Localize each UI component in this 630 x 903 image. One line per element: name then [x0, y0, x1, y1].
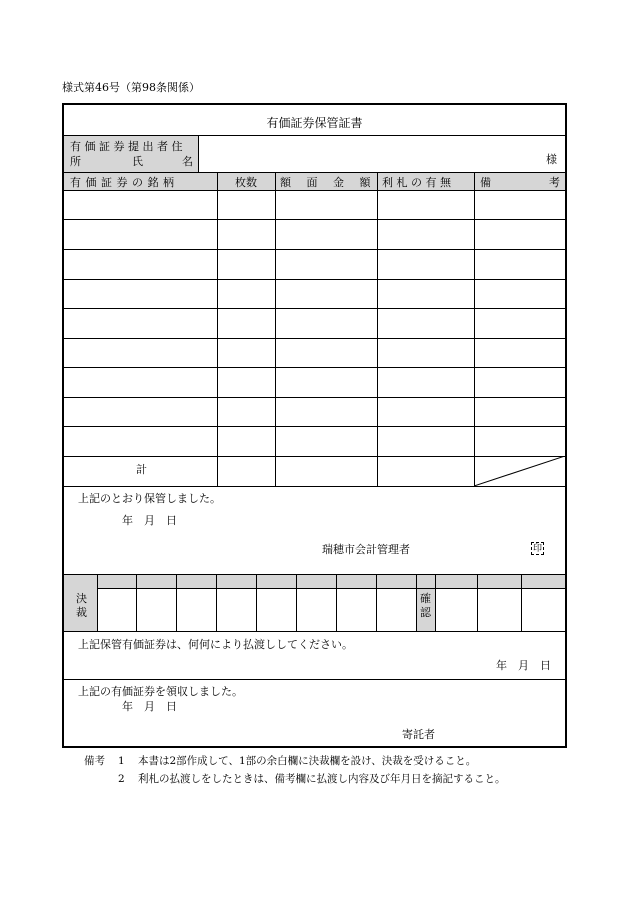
rule — [64, 190, 565, 191]
rule — [521, 574, 522, 631]
submitter-label-line1: 有 価 証 券 提 出 者 住 — [70, 140, 183, 153]
rule — [336, 574, 337, 631]
table-row — [64, 279, 565, 280]
total-label: 計 — [136, 463, 147, 476]
table-row — [64, 219, 565, 220]
note-text: 本書は2部作成して、1部の余白欄に決裁欄を設け、決裁を受けること。 — [138, 755, 477, 767]
rule — [136, 574, 137, 631]
custody-date: 年 月 日 — [122, 514, 177, 527]
table-row — [64, 367, 565, 368]
rule — [64, 631, 565, 632]
decision-label-1: 決 — [76, 592, 87, 605]
rule — [376, 574, 377, 631]
submitter-honorific: 様 — [546, 153, 557, 166]
rule — [296, 574, 297, 631]
note-number: 2 — [118, 773, 125, 785]
form-number-label: 様式第46号（第98条関係） — [62, 81, 200, 94]
rule — [198, 135, 199, 172]
column-face-value: 額 面 金 額 — [280, 176, 371, 189]
total-remarks-diagonal — [474, 456, 565, 486]
depositor-label: 寄託者 — [402, 728, 435, 741]
rule — [97, 574, 98, 631]
custody-certificate-form — [62, 103, 567, 748]
column-remarks-right: 考 — [549, 176, 560, 189]
column-remarks-left: 備 — [480, 176, 491, 189]
rule — [64, 172, 565, 173]
note-number: 1 — [118, 755, 125, 767]
note-item — [84, 770, 506, 788]
note-item — [84, 752, 506, 770]
column-security-name: 有 価 証 券 の 銘 柄 — [70, 176, 175, 189]
custody-statement: 上記のとおり保管しました。 — [78, 492, 221, 505]
certificate-title: 有価証券保管証書 — [266, 116, 363, 130]
decision-label-2: 裁 — [76, 606, 87, 619]
custody-official: 瑞穂市会計管理者 — [322, 543, 410, 556]
rule — [64, 135, 565, 136]
payout-date: 年 月 日 — [496, 659, 551, 672]
confirm-label-2: 認 — [420, 606, 431, 619]
approval-header-shade — [64, 574, 565, 588]
column-count: 枚数 — [235, 176, 257, 189]
submitter-label-family: 氏 — [132, 155, 143, 168]
rule — [216, 574, 217, 631]
rule — [64, 486, 565, 487]
receipt-date: 年 月 日 — [122, 700, 177, 713]
submitter-label-name: 名 — [182, 155, 193, 168]
table-row — [64, 426, 565, 427]
receipt-statement: 上記の有価証券を領収しました。 — [78, 685, 243, 698]
rule — [97, 588, 565, 589]
confirm-label-1: 確 — [420, 592, 431, 605]
payout-statement: 上記保管有価証券は、何何により払渡ししてください。 — [78, 638, 353, 651]
table-row — [64, 397, 565, 398]
rule — [477, 574, 478, 631]
table-row — [64, 308, 565, 309]
seal-mark: 印 — [532, 544, 542, 554]
rule — [416, 574, 417, 631]
rule — [176, 574, 177, 631]
submitter-label-address: 所 — [70, 155, 81, 168]
table-row — [64, 338, 565, 339]
column-coupon: 利 札 の 有 無 — [382, 176, 451, 189]
rule — [256, 574, 257, 631]
rule — [435, 574, 436, 631]
note-text: 利札の払渡しをしたときは、備考欄に払渡し内容及び年月日を摘記すること。 — [138, 773, 506, 785]
rule — [64, 679, 565, 680]
rule — [64, 574, 565, 575]
notes-heading: 備考 — [84, 755, 105, 767]
table-row — [64, 249, 565, 250]
notes — [84, 752, 506, 788]
